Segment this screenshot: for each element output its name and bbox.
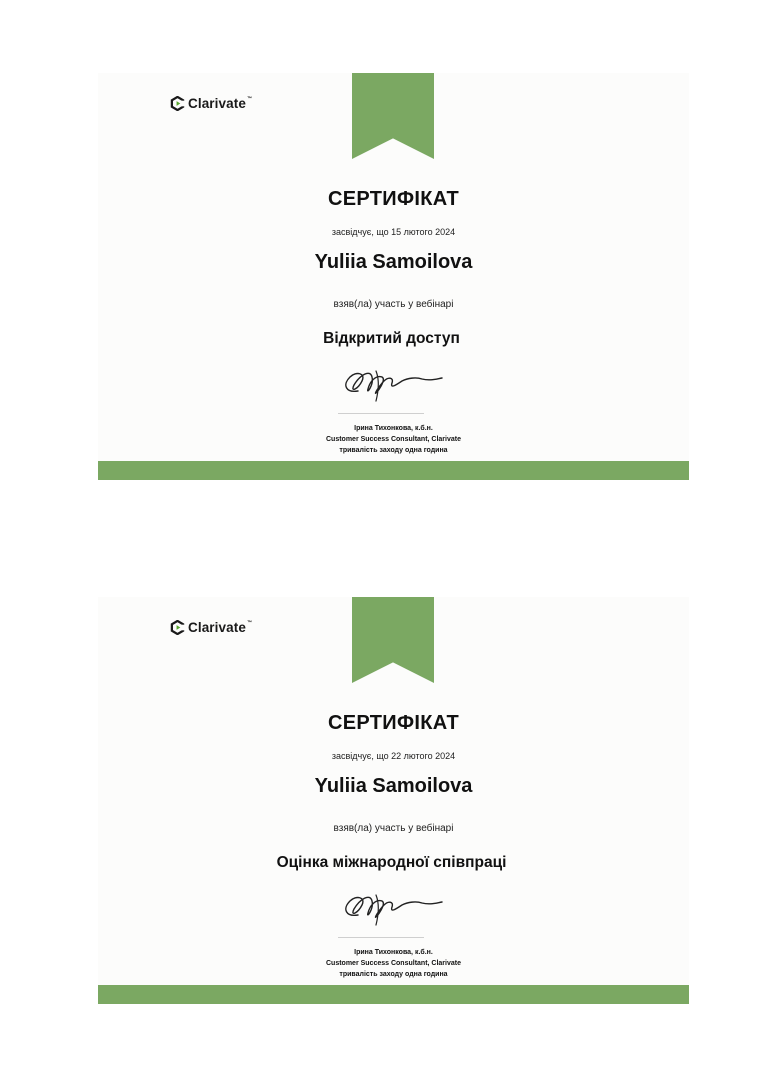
logo-text: Clarivate [188,619,246,635]
participation-text: взяв(ла) участь у вебінарі [333,823,454,834]
signer-role: Customer Success Consultant, Clarivate [326,960,461,967]
clarivate-logo [170,95,252,111]
certificate-title: СЕРТИФІКАТ [328,188,459,210]
duration-text: тривалість заходу одна година [339,971,448,978]
ribbon-banner [352,597,434,683]
ribbon-banner [352,73,434,159]
logo-text: Clarivate [188,95,246,111]
certificate-title: СЕРТИФІКАТ [328,712,459,734]
signer-name: Ірина Тихонкова, к.б.н. [354,949,433,956]
bottom-bar [98,461,689,480]
date-line: засвідчує, що 22 лютого 2024 [331,751,456,761]
recipient-name: Yuliia Samoilova [314,775,473,797]
duration-text: тривалість заходу одна година [339,447,448,454]
signature-line [338,413,424,414]
clarivate-logo-icon [170,620,185,635]
date-line: засвідчує, що 15 лютого 2024 [331,227,456,237]
signature-image [336,887,446,927]
clarivate-logo-icon [170,96,185,111]
logo-trademark: ™ [246,620,252,626]
recipient-name: Yuliia Samoilova [314,251,473,273]
bottom-bar [98,985,689,1004]
webinar-title: Оцінка міжнародної співпраці [276,854,507,871]
signer-name: Ірина Тихонкова, к.б.н. [354,425,433,432]
certificate-1 [98,73,689,480]
signature-line [338,937,424,938]
certificate-2 [98,597,689,1004]
participation-text: взяв(ла) участь у вебінарі [333,299,454,310]
signer-role: Customer Success Consultant, Clarivate [326,436,461,443]
clarivate-logo [170,619,252,635]
webinar-title: Відкритий доступ [323,330,460,347]
signature-image [336,363,446,403]
logo-trademark: ™ [246,96,252,102]
